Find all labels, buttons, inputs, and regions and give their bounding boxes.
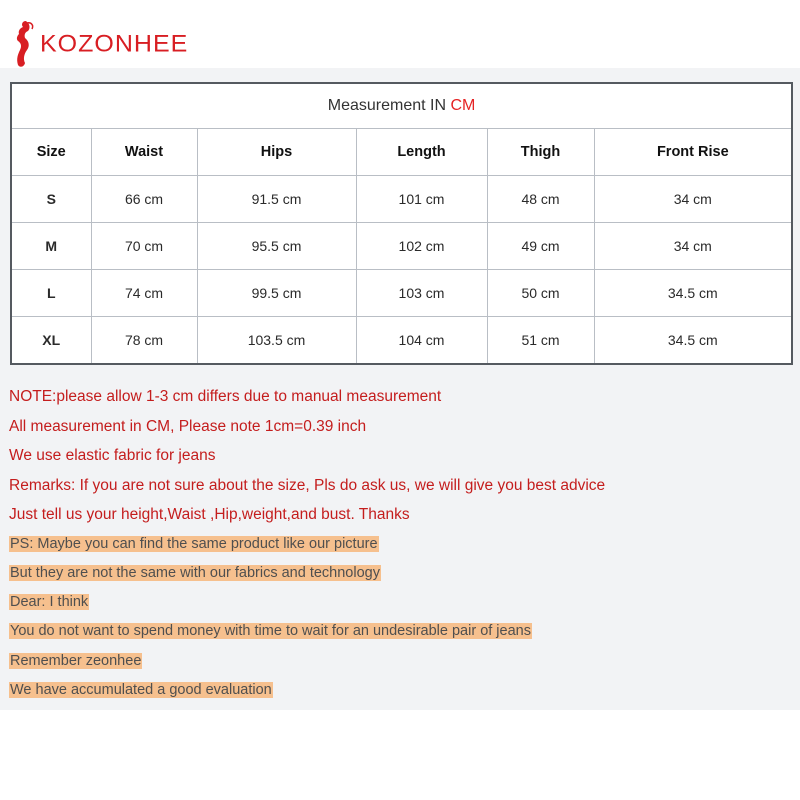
notes-section [9,386,789,709]
front-rise-cell: 34 cm [594,176,792,223]
highlighted-note [9,621,789,650]
front-rise-cell: 34 cm [594,223,792,270]
note-line: Remarks: If you are not sure about the size, Pls do ask us, we will give you best advice [9,476,606,494]
table-row [11,270,792,317]
hips-cell: 99.5 cm [197,270,356,317]
header-length: Length [356,129,487,176]
header-size: Size [11,129,91,176]
caption-prefix: Measurement IN [327,97,451,114]
table-row [11,223,792,270]
header-hips: Hips [197,129,356,176]
length-cell: 102 cm [356,223,487,270]
highlighted-note-text: You do not want to spend money with time to wait for an undesirable pair of jeans [10,623,531,640]
hips-cell: 95.5 cm [197,223,356,270]
highlighted-note [9,592,789,621]
highlighted-note-text: PS: Maybe you can find the same product like our picture [10,535,378,552]
front-rise-cell: 34.5 cm [594,270,792,317]
table-caption-row [11,83,792,129]
header-waist: Waist [91,129,197,176]
measurement-table [10,82,793,365]
thigh-cell: 48 cm [487,176,594,223]
length-cell: 103 cm [356,270,487,317]
front-rise-cell: 34.5 cm [594,317,792,365]
table-header-row [11,129,792,176]
note-line: Just tell us your height,Waist ,Hip,weight,and bust. Thanks [9,506,410,523]
waist-cell: 78 cm [91,317,197,365]
highlighted-note [9,534,789,563]
header-front-rise: Front Rise [594,129,792,176]
size-cell: XL [11,317,91,365]
highlighted-note [9,563,789,592]
highlighted-note-text: Remember zeonhee [10,652,142,669]
length-cell: 104 cm [356,317,487,365]
brand-name: KOZONHEE [40,30,189,57]
highlighted-note [9,651,789,680]
hips-cell: 103.5 cm [197,317,356,365]
brand-logo [12,18,188,70]
hips-cell: 91.5 cm [197,176,356,223]
note-line: NOTE:please allow 1-3 cm differs due to manual measurement [9,388,442,405]
highlighted-note-text: We have accumulated a good evaluation [10,681,272,698]
note-line: All measurement in CM, Please note 1cm=0.39 inch [9,417,367,435]
size-chart-panel [0,68,800,710]
waist-cell: 70 cm [91,223,197,270]
length-cell: 101 cm [356,176,487,223]
woman-silhouette-icon [12,19,38,69]
caption-unit: CM [450,97,476,114]
thigh-cell: 49 cm [487,223,594,270]
highlighted-note-text: Dear: I think [10,594,89,611]
header-thigh: Thigh [487,129,594,176]
highlighted-note-text: But they are not the same with our fabrics and technology [10,564,380,581]
table-caption [11,83,792,129]
thigh-cell: 51 cm [487,317,594,365]
thigh-cell: 50 cm [487,270,594,317]
highlighted-note [9,680,789,709]
size-cell: M [11,223,91,270]
table-row [11,176,792,223]
size-cell: L [11,270,91,317]
size-cell: S [11,176,91,223]
note-line: We use elastic fabric for jeans [9,447,216,464]
waist-cell: 66 cm [91,176,197,223]
table-row [11,317,792,365]
waist-cell: 74 cm [91,270,197,317]
